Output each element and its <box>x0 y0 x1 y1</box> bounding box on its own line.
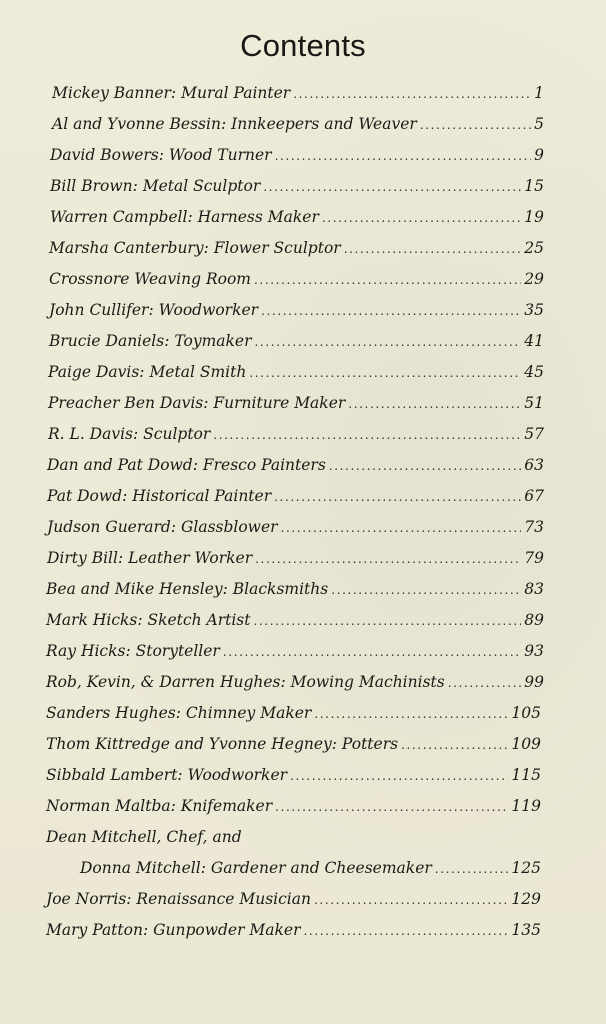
table-of-contents <box>0 78 606 946</box>
toc-entry-title: Al and Yvonne Bessin: Innkeepers and Weaver <box>52 115 417 133</box>
toc-page-number: 105 <box>511 704 541 722</box>
dot-leader <box>314 699 508 730</box>
dot-leader <box>304 916 509 947</box>
toc-page-number: 63 <box>524 456 544 474</box>
toc-page-number: 115 <box>511 766 541 784</box>
toc-page-number: 73 <box>524 518 544 536</box>
toc-entry-title: Thom Kittredge and Yvonne Hegney: Potters <box>46 735 399 753</box>
dot-leader <box>344 234 522 265</box>
toc-entry-title: Ray Hicks: Storyteller <box>46 642 220 660</box>
toc-entry <box>0 698 541 729</box>
dot-leader <box>263 172 521 203</box>
toc-entry <box>0 822 541 853</box>
toc-entry <box>0 605 544 636</box>
toc-page-number: 79 <box>524 549 544 567</box>
toc-entry <box>0 419 544 450</box>
dot-leader <box>420 110 531 141</box>
toc-entry-title: Donna Mitchell: Gardener and Cheesemaker <box>80 859 432 877</box>
toc-entry-title: Pat Dowd: Historical Painter <box>47 487 272 505</box>
dot-leader <box>255 327 522 358</box>
toc-entry <box>0 760 541 791</box>
toc-entry-title: Dirty Bill: Leather Worker <box>47 549 253 567</box>
toc-entry-title: Judson Guerard: Glassblower <box>47 518 278 536</box>
toc-entry-title: Dean Mitchell, Chef, and <box>46 828 242 846</box>
dot-leader <box>293 79 531 110</box>
dot-leader <box>448 668 522 699</box>
toc-page-number: 119 <box>511 797 541 815</box>
toc-entry <box>0 636 544 667</box>
dot-leader <box>261 296 521 327</box>
toc-entry <box>0 78 544 109</box>
toc-entry <box>0 264 544 295</box>
toc-entry <box>0 171 544 202</box>
toc-entry-title: Bea and Mike Hensley: Blacksmiths <box>46 580 329 598</box>
dot-leader <box>329 451 521 482</box>
toc-entry-title: John Cullifer: Woodworker <box>49 301 259 319</box>
toc-entry-title: Mickey Banner: Mural Painter <box>52 84 291 102</box>
toc-page-number: 93 <box>524 642 544 660</box>
toc-entry-title: Warren Campbell: Harness Maker <box>50 208 319 226</box>
dot-leader <box>290 761 508 792</box>
toc-page-number: 67 <box>524 487 544 505</box>
toc-page-number: 35 <box>524 301 544 319</box>
toc-page-number: 51 <box>524 394 544 412</box>
toc-entry-title: Mark Hicks: Sketch Artist <box>46 611 251 629</box>
toc-page-number: 125 <box>511 859 541 877</box>
dot-leader <box>213 420 521 451</box>
toc-entry <box>0 140 544 171</box>
toc-page-number: 1 <box>534 84 544 102</box>
toc-entry <box>0 667 544 698</box>
toc-page-number: 5 <box>534 115 544 133</box>
toc-entry-title: Crossnore Weaving Room <box>49 270 251 288</box>
toc-entry <box>0 791 541 822</box>
toc-entry <box>0 202 544 233</box>
toc-entry-title: Marsha Canterbury: Flower Sculptor <box>49 239 341 257</box>
toc-entry <box>0 388 544 419</box>
dot-leader <box>255 544 521 575</box>
toc-entry-title: Norman Maltba: Knifemaker <box>46 797 273 815</box>
toc-entry-title: Rob, Kevin, & Darren Hughes: Mowing Machinists <box>46 673 445 691</box>
toc-entry <box>0 357 544 388</box>
toc-page-number: 135 <box>511 921 541 939</box>
toc-entry-title: Sibbald Lambert: Woodworker <box>46 766 288 784</box>
toc-entry-title: Preacher Ben Davis: Furniture Maker <box>48 394 346 412</box>
dot-leader <box>401 730 508 761</box>
toc-entry <box>0 729 541 760</box>
toc-entry-title: Bill Brown: Metal Sculptor <box>50 177 261 195</box>
dot-leader <box>223 637 521 668</box>
toc-entry <box>0 295 544 326</box>
toc-entry <box>0 512 544 543</box>
toc-page-number: 9 <box>534 146 544 164</box>
toc-page-number: 45 <box>524 363 544 381</box>
dot-leader <box>253 606 521 637</box>
toc-entry <box>0 326 544 357</box>
toc-page-number: 41 <box>524 332 544 350</box>
toc-page-number: 15 <box>524 177 544 195</box>
dot-leader <box>435 854 509 885</box>
toc-page-number: 99 <box>524 673 544 691</box>
dot-leader <box>322 203 521 234</box>
toc-entry <box>0 574 544 605</box>
dot-leader <box>274 482 521 513</box>
toc-entry <box>0 233 544 264</box>
toc-page-number: 89 <box>524 611 544 629</box>
toc-page-number: 29 <box>524 270 544 288</box>
toc-entry-title: R. L. Davis: Sculptor <box>48 425 211 443</box>
toc-entry-title: David Bowers: Wood Turner <box>50 146 272 164</box>
toc-entry <box>0 109 544 140</box>
toc-entry <box>0 915 541 946</box>
toc-page-number: 109 <box>511 735 541 753</box>
toc-page-number: 25 <box>524 239 544 257</box>
toc-entry <box>0 853 541 884</box>
dot-leader <box>331 575 521 606</box>
toc-entry <box>0 481 544 512</box>
dot-leader <box>348 389 521 420</box>
toc-entry-title: Brucie Daniels: Toymaker <box>49 332 252 350</box>
dot-leader <box>275 792 508 823</box>
dot-leader <box>249 358 521 389</box>
toc-page-number: 83 <box>524 580 544 598</box>
dot-leader <box>281 513 522 544</box>
toc-page-number: 57 <box>524 425 544 443</box>
toc-page-number: 129 <box>511 890 541 908</box>
toc-entry <box>0 884 541 915</box>
dot-leader <box>254 265 521 296</box>
page-title: Contents <box>240 28 366 63</box>
toc-entry-title: Sanders Hughes: Chimney Maker <box>46 704 312 722</box>
dot-leader <box>275 141 532 172</box>
toc-entry <box>0 543 544 574</box>
toc-entry-title: Joe Norris: Renaissance Musician <box>46 890 311 908</box>
toc-entry-title: Mary Patton: Gunpowder Maker <box>46 921 301 939</box>
toc-entry-title: Paige Davis: Metal Smith <box>48 363 247 381</box>
toc-entry <box>0 450 544 481</box>
toc-page-number: 19 <box>524 208 544 226</box>
toc-entry-title: Dan and Pat Dowd: Fresco Painters <box>47 456 326 474</box>
dot-leader <box>314 885 508 916</box>
